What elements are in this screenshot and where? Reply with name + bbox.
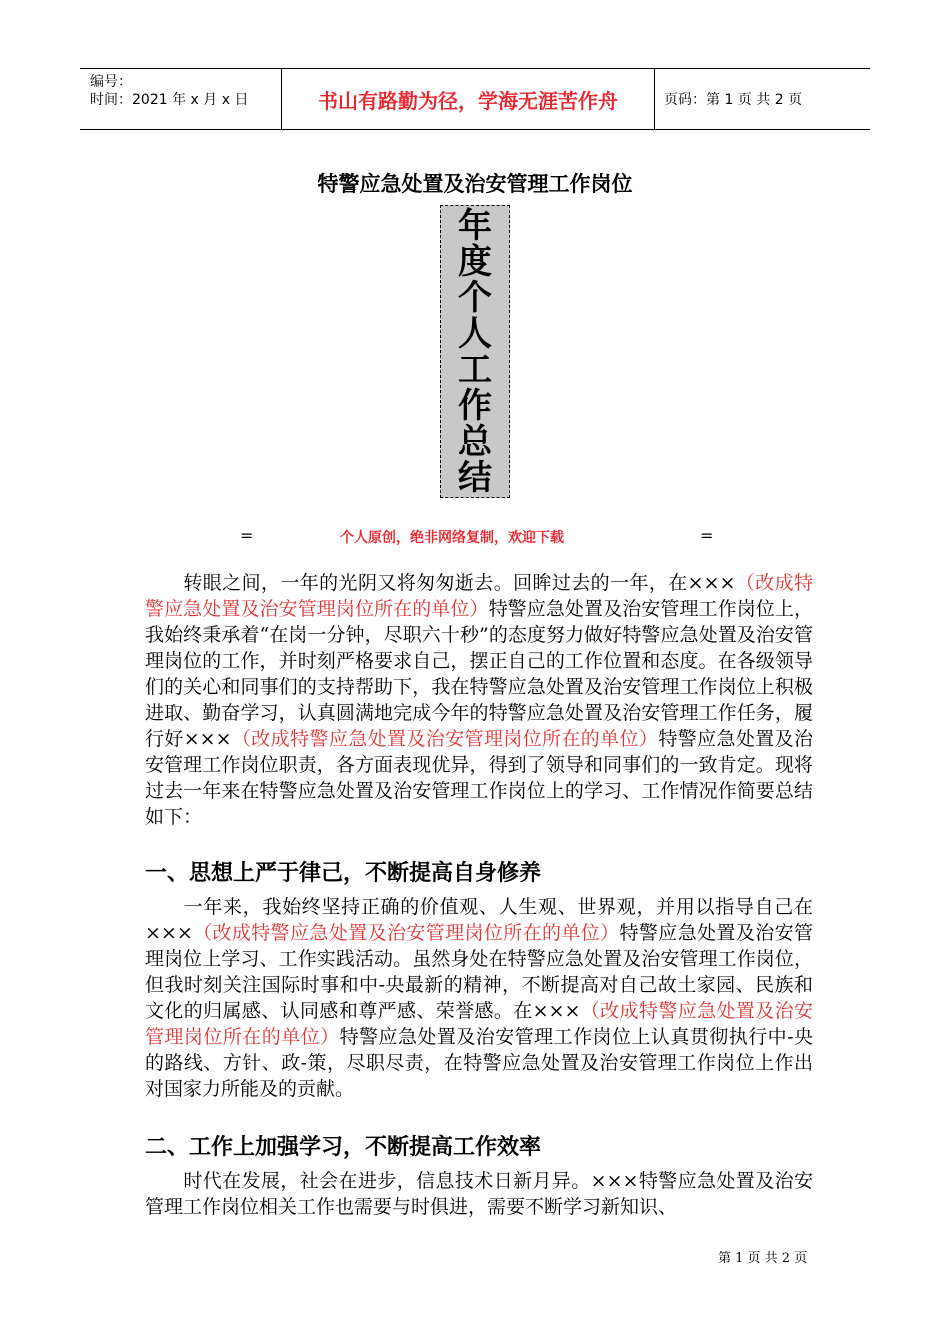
text-run: 特警应急处置及治安管理工作岗位上，我始终秉承着“在岗一分钟，尽职六十秒”的态度努力做好特警应急处置及治安管理岗位的工作，并时刻严格要求自己，摆正自己的工作位置和态度。在各级领导们的关心和同事们的支持帮助下，我在特警应急处置及治安管理工作岗位上积极进取、勤奋学习，认真圆满地完成今年的特警应急处置及治安管理工作任务，履行好××× [145,598,813,750]
header-page-info: 页码：第 1 页 共 2 页 [664,92,803,108]
placeholder-hint: （改成特警应急处置及治安管理岗位所在的单位） [145,1000,813,1048]
subtitle-char: 度 [458,241,492,282]
text-run: 时代在发展，社会在进步，信息技术日新月异。×××特警应急处置及治安管理工作岗位相关工作也需要与时俱进，需要不断学习新知识、 [145,1170,813,1218]
subtitle-char: 作 [458,385,492,426]
notice-line [0,526,950,550]
subtitle-char: 结 [458,457,492,498]
text-run: 一年来，我始终坚持正确的价值观、人生观、世界观，并用以指导自己在××× [145,896,813,944]
subtitle-char: 总 [458,421,492,462]
notice-right-mark: = [700,526,714,545]
text-run: 特警应急处置及治安管理岗位上学习、工作实践活动。虽然身处在特警应急处置及治安管理工作岗位，但我时刻关注国际时事和中-央最新的精神，不断提高对自己故土家园、民族和文化的归属感、认同感和尊严感、荣誉感。在××× [145,922,813,1022]
text-run: 特警应急处置及治安管理工作岗位职责，各方面表现优异，得到了领导和同事们的一致肯定。现将过去一年来在特警应急处置及治安管理工作岗位上的学习、工作情况作简要总结如下： [145,728,813,828]
page-footer: 第 1 页 共 2 页 [718,1251,808,1266]
text-run: 转眼之间，一年的光阴又将匆匆逝去。回眸过去的一年，在××× [183,572,736,594]
document-title: 特警应急处置及治安管理工作岗位 [317,172,633,196]
notice-message: 个人原创，绝非网络复制，欢迎下载 [340,530,564,546]
document-header [80,68,870,130]
subtitle-vertical-box [440,205,510,498]
placeholder-hint: （改成特警应急处置及治安管理岗位所在的单位） [231,728,659,750]
placeholder-hint: （改成特警应急处置及治安管理岗位所在的单位） [145,572,813,620]
document-date: 时间：2021 年 x 月 x 日 [90,92,249,108]
header-motto: 书山有路勤为径，学海无涯苦作舟 [281,69,655,129]
subtitle-char: 个 [458,277,492,318]
text-run: 特警应急处置及治安管理工作岗位上认真贯彻执行中-央的路线、方针、政-策，尽职尽责，在特警应急处置及治安管理工作岗位上作出对国家力所能及的贡献。 [145,1026,813,1100]
header-meta [80,69,280,129]
notice-left-mark: = [240,526,254,545]
paragraph-section-1 [145,894,813,1102]
section-heading-1: 一、思想上严于律己，不断提高自身修养 [145,861,542,886]
subtitle-char: 年 [458,205,492,246]
paragraph-intro [145,570,813,830]
placeholder-hint: （改成特警应急处置及治安管理岗位所在的单位） [192,922,620,944]
paragraph-section-2 [145,1168,813,1220]
subtitle-char: 人 [458,313,492,354]
section-heading-2: 二、工作上加强学习，不断提高工作效率 [145,1135,542,1160]
subtitle-char: 工 [458,349,492,390]
document-number-label: 编号： [90,74,132,90]
